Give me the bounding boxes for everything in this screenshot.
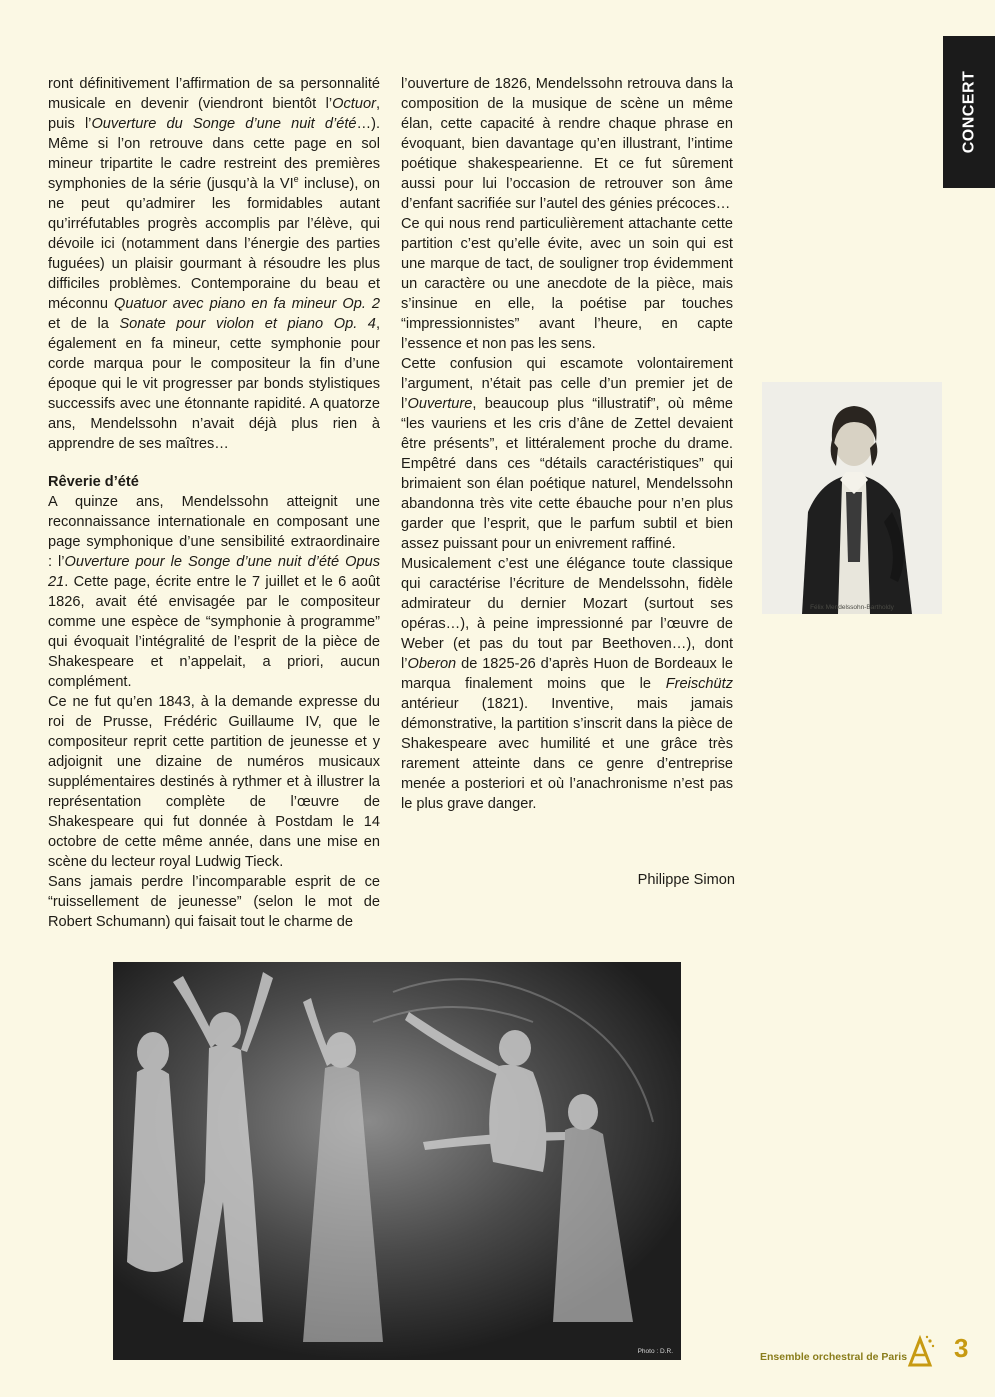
portrait-image	[762, 382, 942, 614]
painting-illustration	[113, 962, 681, 1360]
painting-credit: Photo : D.R.	[637, 1348, 673, 1355]
portrait-illustration	[762, 382, 942, 614]
left-paragraph-4: Sans jamais perdre l’incomparable esprit de ce “ruissellement de jeunesse” (selon le mot de Robert Schumann) qui faisait tout le charme de	[48, 874, 380, 930]
ensemble-logo-icon	[906, 1335, 936, 1372]
right-paragraph-3: Cette confusion qui escamote volontairement l’argument, n’était pas celle d’un premier jet de l’Ouverture, beaucoup plus “illustratif”, où même “les vauriens et les cris d’âne de Zettel devaient être présents”, et littéralement proche du drame. Empêtré dans ces “détails caractéristiques” qui brimaient son élan poétique naturel, Mendelssohn abandonna très vite cette ébauche pour n’en plus garder que l’esprit, que le parfum subtil et bien assez puissant pour un enivrement raffiné.	[401, 356, 733, 552]
section-heading: Rêverie d’été	[48, 474, 139, 490]
right-column	[401, 74, 733, 814]
right-paragraph-4: Musicalement c’est une élégance toute classique qui caractérise l’écriture de Mendelssohn, fidèle admirateur du dernier Mozart (surtout ses opéras…), à peine impressionné par l’œuvre de Weber (et pas du tout par Beethoven…), dont l’Oberon de 1825-26 d’après Huon de Bordeaux le marqua finalement moins que le Freischütz antérieur (1821). Inventive, mais jamais démonstrative, la partition s’inscrit dans la pièce de Shakespeare avec humilité et une grâce très rarement atteinte dans ce genre d’entreprise menée a posteriori et où l’anachronisme n’est pas le plus grave danger.	[401, 556, 733, 812]
left-paragraph-2: A quinze ans, Mendelssohn atteignit une reconnaissance internationale en composant une page symphonique d’une sensibilité extraordinaire : l’Ouverture pour le Songe d’une nuit d’été Opus 21. Cette page, écrite entre le 7 juillet et le 6 août 1826, avait été envisagée par le compositeur comme une espèce de “symphonie à programme” qui évoquait l’intégralité de l’esprit de la pièce de Shakespeare et n’appelait, a priori, aucun complément.	[48, 494, 380, 690]
footer-label: Ensemble orchestral de Paris	[760, 1351, 908, 1363]
section-tab	[943, 36, 995, 188]
left-paragraph-3: Ce ne fut qu’en 1843, à la demande expresse du roi de Prusse, Frédéric Guillaume IV, que le compositeur reprit cette partition de jeunesse et y adjoignit une dizaine de numéros musicaux supplémentaires destinés à rythmer et à illustrer la représentation complète de l’œuvre de Shakespeare qui fut donnée à Postdam le 14 octobre de cette même année, dans une mise en scène du lecteur royal Ludwig Tieck.	[48, 694, 380, 870]
author-signature: Philippe Simon	[637, 872, 735, 888]
fairy-dance-painting	[113, 962, 681, 1360]
left-column	[48, 74, 380, 932]
right-paragraph-1: l’ouverture de 1826, Mendelssohn retrouva dans la composition de la musique de scène un même élan, cette capacité à rendre chaque phrase en évoquant, bien davantage qu’en illustrant, l’intime poétique shakespearienne. Et ce fut sûrement aussi pour lui l’occasion de retrouver son âme d’enfant sacrifiée sur l’autel des génies précoces…	[401, 76, 733, 212]
right-paragraph-2: Ce qui nous rend particulièrement attachante cette partition c’est qu’elle évite, avec un soin qui est une marque de tact, de souligner trop évidemment un caractère ou une anecdote de la pièce, mais s’insinue en elle, la poétise par touches “impressionnistes” avant l’heure, en capte l’essence et non pas les sens.	[401, 216, 733, 352]
left-paragraph-1: ront définitivement l’affirmation de sa personnalité musicale en devenir (viendront bientôt l’Octuor, puis l’Ouverture du Songe d’une nuit d’été…). Même si l’on retrouve dans cette page en sol mineur tripartite le cadre restreint des premières symphonies de la série (jusqu’à la VIe incluse), on ne peut qu’admirer les formidables autant qu’irréfutables progrès accomplis par l’élève, qui dévoile ici (notamment dans l’énergie des parties fuguées) un plaisir gourmant à résoudre les plus difficiles problèmes. Contemporaine du beau et méconnu Quatuor avec piano en fa mineur Op. 2 et de la Sonate pour violon et piano Op. 4, également en fa mineur, cette symphonie pour corde marqua pour le compositeur la fin d’une époque qui le vit progresser par bonds stylistiques successifs avec une étonnante rapidité. A quatorze ans, Mendelssohn n’avait déjà plus rien à apprendre de ses maîtres…	[48, 76, 381, 452]
portrait-caption: Félix Mendelssohn-Bartholdy	[810, 604, 894, 611]
section-tab-label: CONCERT	[960, 70, 978, 154]
page-number: 3	[954, 1333, 969, 1363]
